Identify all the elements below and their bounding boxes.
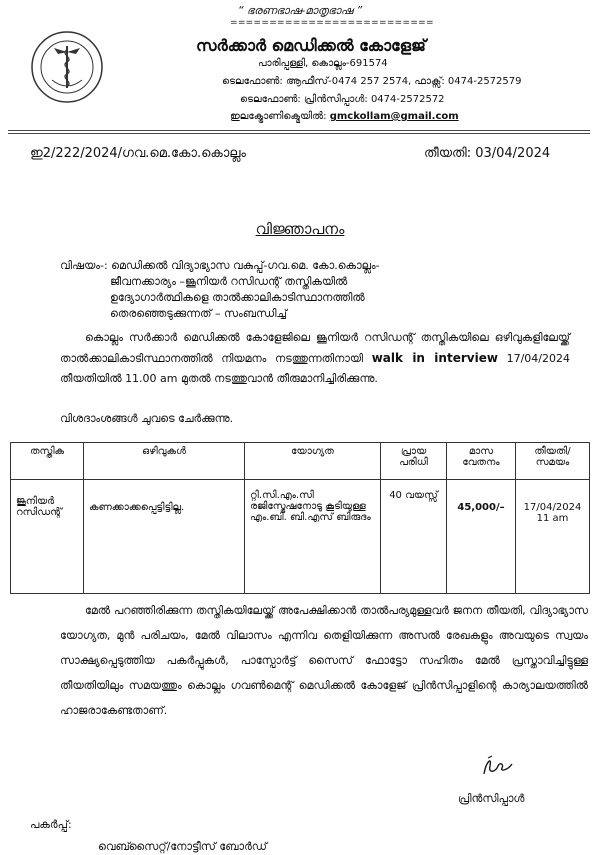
college-name: സർക്കാർ മെഡിക്കൽ കോളേജ് <box>196 36 426 55</box>
col-qualification: യോഗ്യത <box>245 443 381 480</box>
col-post: തസ്തിക <box>11 443 84 480</box>
col-vacancies: ഒഴിവുകൾ <box>84 443 245 480</box>
signature-icon <box>478 752 518 780</box>
cell-date-time: 17/04/2024 11 am <box>516 480 590 594</box>
motto: “ ഭരണഭാഷ-മാതൃഭാഷ ” <box>237 4 363 17</box>
subject-line: തെരഞ്ഞെടുക്കുന്നത് – സംബന്ധിച്ച് <box>110 307 287 320</box>
para1-text: കൊല്ലം സർക്കാർ മെഡിക്കൽ കോളേജിലെ ജൂനിയർ റസിഡന്റ് തസ്തികയിലെ ഒഴിവുകളിലേയ്ക്ക് താൽക്കാലികാടിസ്ഥാനത്തിൽ നിയമനം നടത്തുന്നതിനായി <box>60 331 570 365</box>
col-date-time: തീയതി/ സമയം <box>516 443 590 480</box>
college-seal-icon <box>30 30 104 104</box>
walk-in-interview: walk in interview <box>371 351 498 365</box>
email-label: ഇലക്ട്രോണിക്മെയിൽ: <box>230 111 327 122</box>
phone-office: ടെലഫോൺ: ആഫീസ്-0474 257 2574, ഫാക്സ്: 0474-2572579 <box>222 76 522 87</box>
notice-paragraph-1 <box>60 328 570 389</box>
email-address[interactable]: gmckollam@gmail.com <box>329 111 459 122</box>
phone-principal: ടെലഫോൺ: പ്രിൻസിപ്പാൾ: 0474-2572572 <box>240 94 445 105</box>
principal-designation: പ്രിൻസിപ്പാൾ <box>458 792 525 805</box>
table-header-row <box>11 443 590 480</box>
subject-line: വിഷയം-: മെഡിക്കൽ വിദ്യാഭ്യാസ വകുപ്പ്-ഗവ.മെ. കോ.കൊല്ലം- <box>60 259 380 272</box>
col-age-limit: പ്രായ പരിധി <box>381 443 447 480</box>
subject-line: ഉദ്യോഗാർത്ഥികളെ താൽക്കാലികാടിസ്ഥാനത്തിൽ <box>110 291 365 304</box>
reference-number: ഇ2/222/2024/ഗവ.മെ.കോ.കൊല്ലം <box>30 146 246 161</box>
col-salary: മാസ വേതനം <box>447 443 516 480</box>
header-divider-2 <box>8 133 590 134</box>
cell-qualification: റ്റി.സി.എം.സി രജിസ്ട്രേഷനോടു കൂടിയുള്ള എം.ബി. ബി.എസ് ബിരുദം <box>245 480 381 594</box>
notice-paragraph-3: മേൽ പറഞ്ഞിരിക്കുന്ന തസ്തികയിലേയ്ക്ക് അപേക്ഷിക്കാൻ താൽപര്യമുള്ളവർ ജനന തീയതി, വിദ്യാഭ്യാസ യോഗ്യത, മുൻ പരിചയം, മേൽ വിലാസം എന്നിവ തെളിയിക്കുന്ന അസൽ രേഖകളും അവയുടെ സ്വയം സാക്ഷ്യപ്പെടുത്തിയ പകർപ്പുകൾ, പാസ്പോർട്ട് സൈസ് ഫോട്ടോ സഹിതം മേൽ പ്രസ്താവിച്ചിട്ടുള്ള തീയതിയിലും സമയത്തും കൊല്ലം ഗവൺമെന്റ് മെഡിക്കൽ കോളേജ് പ്രിൻസിപ്പാളിന്റെ കാര്യാലയത്തിൽ ഹാജരാകേണ്ടതാണ്. <box>60 604 588 717</box>
cell-post: ജൂനിയർ റസിഡന്റ് <box>11 480 84 594</box>
cell-age-limit: 40 വയസ്സ് <box>381 480 447 594</box>
cell-salary: 45,000/– <box>447 480 516 594</box>
subject-line: ജീവനക്കാര്യം –ജൂനിയർ റസിഡന്റ് തസ്തികയിൽ <box>110 275 348 288</box>
letter-date: തീയതി: 03/04/2024 <box>424 146 551 161</box>
college-address: പാരിപ്പള്ളി, കൊല്ലം-691574 <box>258 58 388 69</box>
para1-text-end: 17/04/2024 തീയതിയിൽ 11.00 am മുതൽ നടത്തുവാൻ തീരുമാനിച്ചിരിക്കുന്നു. <box>60 352 570 385</box>
notice-paragraph-2: വിശദാംശങ്ങൾ ചുവടെ ചേർക്കുന്നു. <box>60 412 234 425</box>
copy-recipient: വെബ്സൈറ്റ്/നോട്ടീസ് ബോർഡ് <box>98 840 267 853</box>
copy-label: പകർപ്പ്: <box>30 818 72 831</box>
notice-heading: വിജ്ഞാപനം <box>255 220 345 238</box>
cell-vacancies: കണക്കാക്കപ്പെട്ടിട്ടില്ല. <box>84 480 245 594</box>
email-line <box>230 111 459 122</box>
subject-block <box>60 258 530 322</box>
header-divider <box>8 130 590 131</box>
table-row <box>11 480 590 594</box>
motto-rule: ========================== <box>230 18 434 28</box>
vacancy-table <box>10 442 590 594</box>
